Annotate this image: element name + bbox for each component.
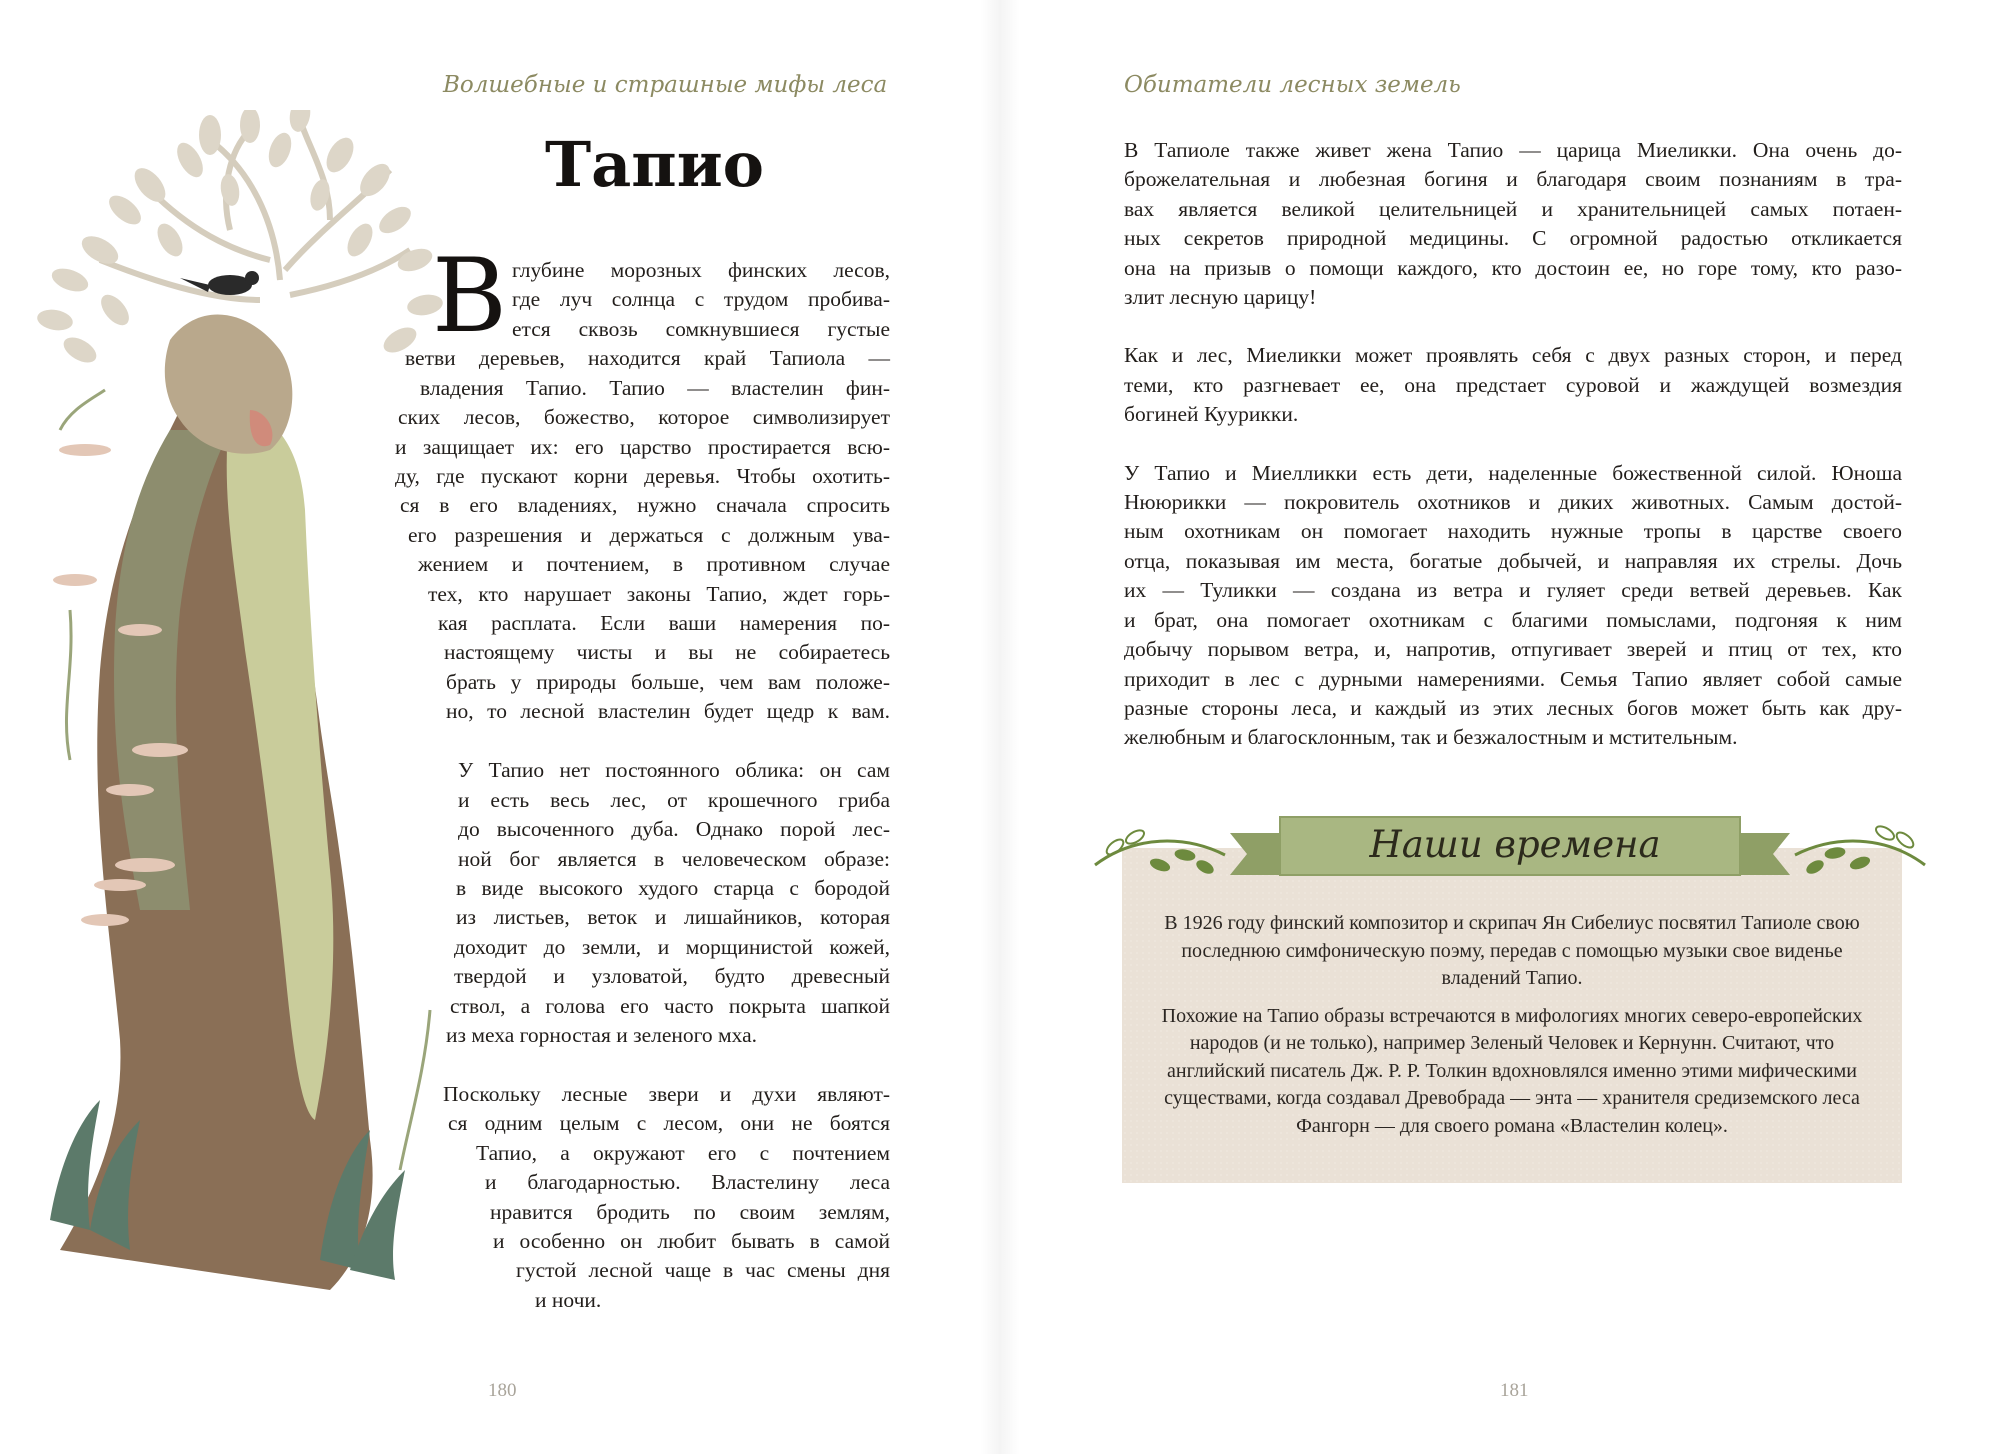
text-line: Поскольку лесные звери и духи являют- xyxy=(443,1082,890,1106)
text-line: кая расплата. Если ваши намерения по- xyxy=(438,611,890,635)
text-line: брать у природы больше, чем вам положе- xyxy=(446,670,890,694)
left-leaf-sprig-icon xyxy=(1095,828,1225,876)
text-line: ных секретов природной медицины. С огромной радостью откликается xyxy=(1124,226,1902,251)
text-line: и защищает их: его царство простирается всю- xyxy=(395,435,890,459)
page-number-right: 181 xyxy=(1500,1380,1529,1401)
right-paragraph-3 xyxy=(1124,459,1902,753)
text-line: твердой и узловатой, будто древесный xyxy=(454,964,890,988)
text-line: вах является великой целительницей и хранительницей самых потаен- xyxy=(1124,196,1902,221)
text-line: приходит в лес с дурными намерениями. Семья Тапио являет собой самые xyxy=(1124,666,1902,691)
text-line: ских лесов, божество, которое символизирует xyxy=(398,405,890,429)
text-line: В Тапиоле также живет жена Тапио — царица Миеликки. Она очень до- xyxy=(1124,138,1902,162)
text-line: разные стороны леса, и каждый из этих лесных богов может быть как дру- xyxy=(1124,695,1902,720)
text-line: богиней Куурикки. xyxy=(1124,402,1299,427)
text-line: но, то лесной властелин будет щедр к вам. xyxy=(446,699,890,723)
text-line: в виде высокого худого старца с бородой xyxy=(456,876,890,900)
text-line: и особенно он любит бывать в самой xyxy=(493,1229,890,1253)
text-line: Нююрикки — покровитель охотников и диких животных. Самым достой- xyxy=(1124,490,1902,515)
text-line: Как и лес, Миеликки может проявлять себя с двух разных сторон, и перед xyxy=(1124,343,1902,368)
text-line: желюбным и благосклонным, так и безжалостным и мстительным. xyxy=(1124,725,1738,750)
sidebar-text xyxy=(1148,910,1876,1150)
text-line: теми, кто разгневает ее, она предстает суровой и жаждущей возмездия xyxy=(1124,372,1902,397)
sidebar-paragraph-2: Похожие на Тапио образы встречаются в мифологиях многих северо-европейских народов (и не только), например Зеленый Человек и Кернунн. Считают, что английский писатель Дж. Р. Р. Толкин вдохновлялся именно этими мифическими существами, когда создавал Древобрада — энта — хранителя средиземского леса Фангорн — для своего романа «Властелин колец». xyxy=(1161,1004,1863,1137)
text-line: она на призыв о помощи каждого, кто достоин ее, но горе тому, кто разо- xyxy=(1124,255,1902,280)
text-line: ствол, а голова его часто покрыта шапкой xyxy=(450,994,890,1018)
text-line: тех, кто нарушает законы Тапио, ждет горь- xyxy=(428,582,890,606)
right-column xyxy=(1124,136,1902,782)
sidebar-banner xyxy=(1075,795,1945,895)
page-number-left: 180 xyxy=(488,1380,517,1401)
running-head-right: Обитатели лесных земель xyxy=(1124,72,1461,98)
text-line: ду, где пускают корни деревья. Чтобы охотить- xyxy=(395,464,890,488)
text-line: глубине морозных финских лесов, xyxy=(512,258,890,282)
text-line: до высоченного дуба. Однако порой лес- xyxy=(458,817,890,841)
text-line: ется сквозь сомкнувшиеся густые xyxy=(512,317,890,341)
text-line: брожелательная и любезная богиня и благодаря своим познаниям в тра- xyxy=(1124,167,1902,192)
text-line: где луч солнца с трудом пробива- xyxy=(512,287,890,311)
right-paragraph-1 xyxy=(1124,136,1902,312)
text-line: их — Туликки — создана из ветра и гуляет среди ветвей деревьев. Как xyxy=(1124,578,1902,603)
text-line: злит лесную царицу! xyxy=(1124,285,1317,310)
text-line: ся в его владениях, нужно сначала спросить xyxy=(400,493,890,517)
text-line: из листьев, веток и лишайников, которая xyxy=(456,905,890,929)
right-paragraph-2 xyxy=(1124,341,1902,429)
right-leaf-sprig-icon xyxy=(1795,824,1925,876)
text-line: ветви деревьев, находится край Тапиола — xyxy=(405,346,890,370)
text-line: добычу порывом ветра, и, напротив, отпугивает зверей и птиц от тех, кто xyxy=(1124,637,1902,662)
text-line: доходит до земли, и морщинистой кожей, xyxy=(454,935,890,959)
text-line: из меха горностая и зеленого мха. xyxy=(446,1023,758,1047)
running-head-left: Волшебные и страшные мифы леса xyxy=(443,72,888,98)
text-line: У Тапио нет постоянного облика: он сам xyxy=(458,758,890,782)
text-line: густой лесной чаще в час смены дня xyxy=(516,1258,890,1282)
sidebar-box xyxy=(1122,848,1902,1183)
text-line: настоящему чисты и вы не собираетесь xyxy=(444,640,890,664)
text-line: жением и почтением, в противном случае xyxy=(418,552,890,576)
text-line: и брат, она помогает охотникам с благими помыслами, подгоняя к ним xyxy=(1124,607,1902,632)
sidebar-paragraph-1: В 1926 году финский композитор и скрипач Ян Сибелиус посвятил Тапиоле свою последнюю симфоническую поэму, передав с помощью музыки свое виденье владений Тапио. xyxy=(1164,912,1860,989)
text-line: ся одним целым с лесом, они не боятся xyxy=(448,1111,890,1135)
text-line: ным охотникам он помогает находить нужные тропы в царстве своего xyxy=(1124,519,1902,544)
text-line: нравится бродить по своим землям, xyxy=(490,1200,890,1224)
text-line: его разрешения и держаться с должным ува- xyxy=(408,523,890,547)
text-line: владения Тапио. Тапио — властелин фин- xyxy=(420,376,890,400)
right-page xyxy=(1000,0,2000,1454)
banner-title: Наши времена xyxy=(1369,823,1661,866)
drop-cap: В xyxy=(432,237,507,356)
text-line: и есть весь лес, от крошечного гриба xyxy=(458,788,890,812)
article-title: Тапио xyxy=(545,128,765,201)
text-line: и благодарностью. Властелину леса xyxy=(485,1170,890,1194)
text-line: отца, показывая им места, богатые добычей, и направляя их стрелы. Дочь xyxy=(1124,548,1902,573)
text-line: У Тапио и Миелликки есть дети, наделенные божественной силой. Юноша xyxy=(1124,460,1902,485)
text-line: и ночи. xyxy=(535,1288,602,1312)
text-line: Тапио, а окружают его с почтением xyxy=(476,1141,890,1165)
text-line: ной бог является в человеческом образе: xyxy=(458,847,890,871)
